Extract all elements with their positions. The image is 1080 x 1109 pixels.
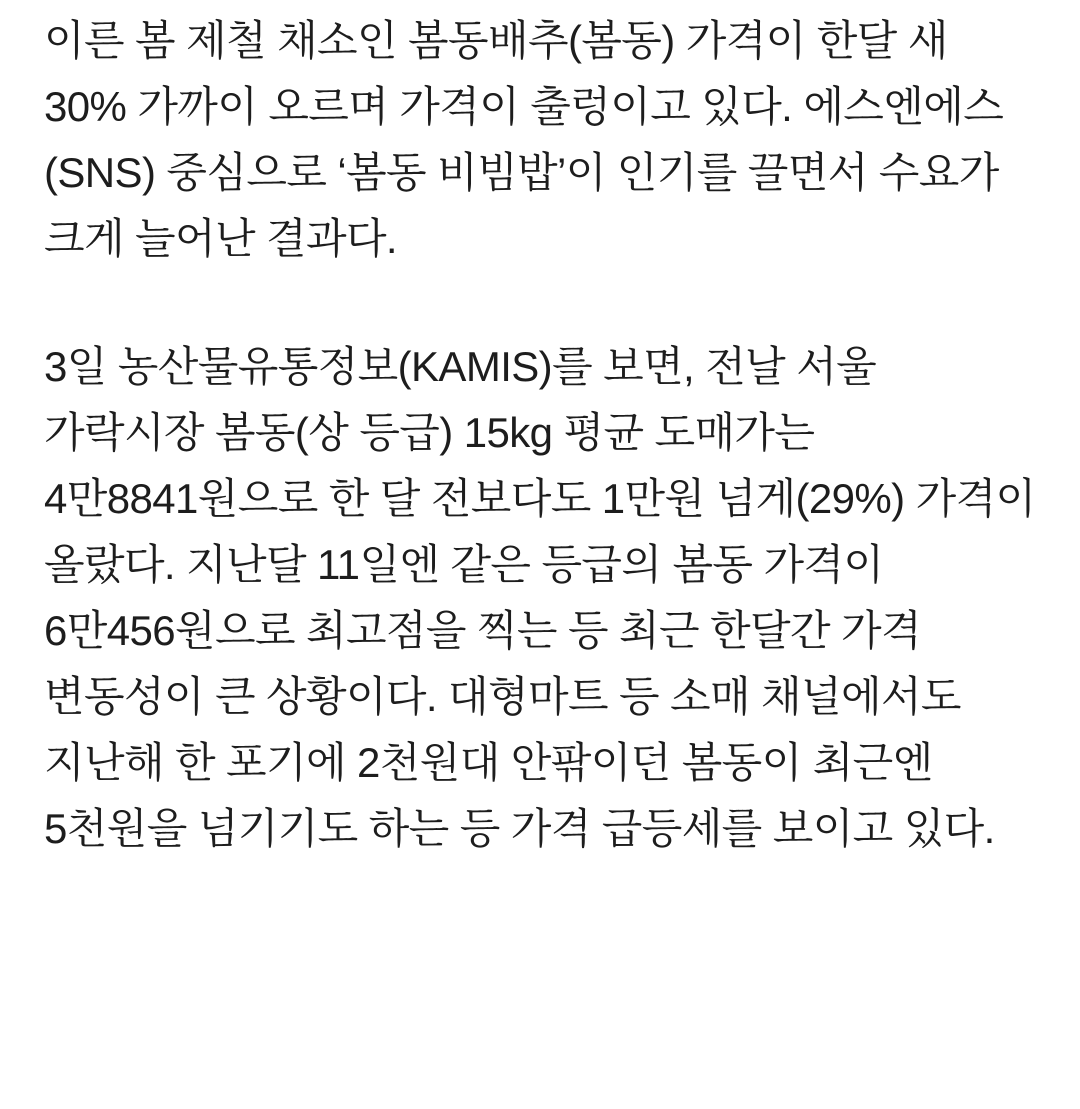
article-paragraph-2: 3일 농산물유통정보(KAMIS)를 보면, 전날 서울 가락시장 봄동(상 등급) 15kg 평균 도매가는 4만8841원으로 한 달 전보다도 1만원 넘게(29%) 가격이 올랐다. 지난달 11일엔 같은 등급의 봄동 가격이 6만456원으로 최고점을 찍는 등 최근 한달간 가격 변동성이 큰 상황이다. 대형마트 등 소매 채널에서도 지난해 한 포기에 2천원대 안팎이던 봄동이 최근엔 5천원을 넘기기도 하는 등 가격 급등세를 보이고 있다. — [44, 343, 1036, 852]
article-paragraph-1: 이른 봄 제철 채소인 봄동배추(봄동) 가격이 한달 새 30% 가까이 오르며 가격이 출렁이고 있다. 에스엔에스(SNS) 중심으로 ‘봄동 비빔밥’이 인기를 끌면서 수요가 크게 늘어난 결과다. — [44, 17, 1004, 262]
